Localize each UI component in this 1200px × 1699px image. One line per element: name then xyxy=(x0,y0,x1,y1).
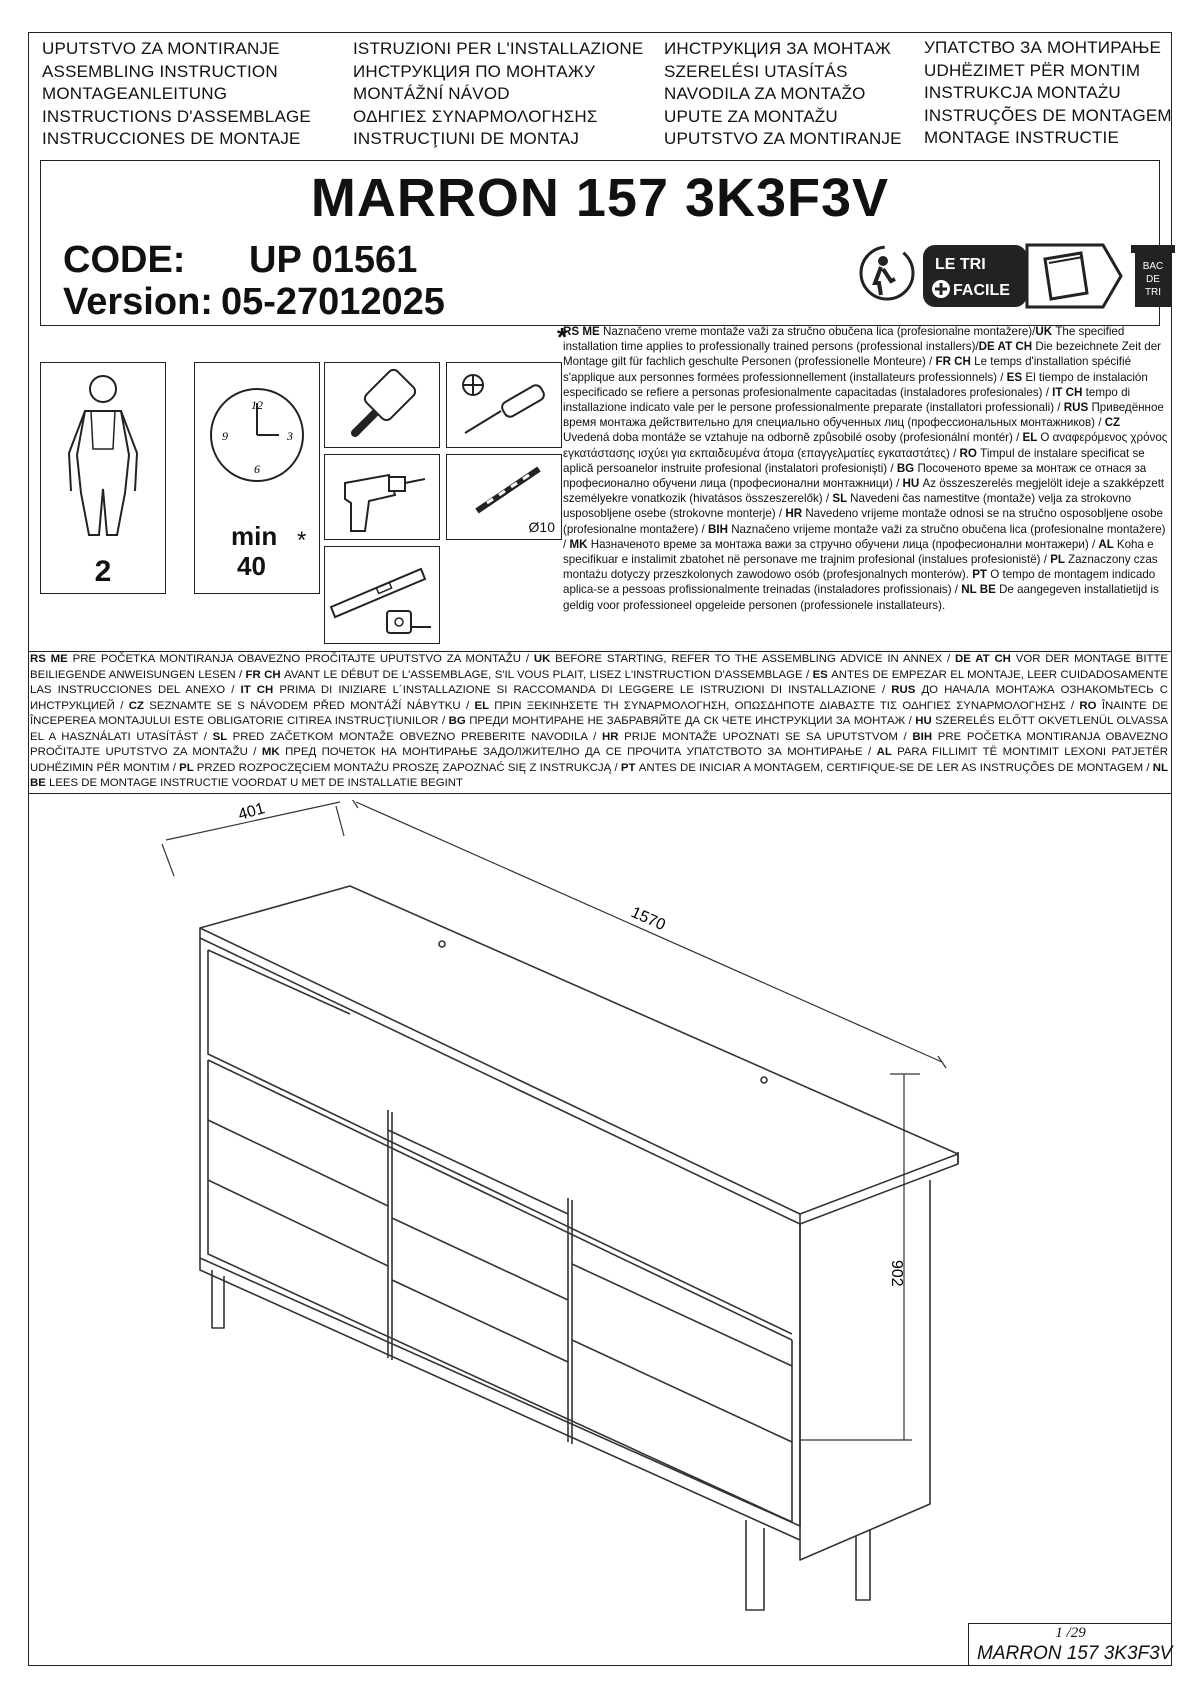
warn-lang-code: BIH xyxy=(912,730,938,743)
clock-number: 3 xyxy=(287,429,293,443)
header-column-3 xyxy=(664,38,902,151)
warn-lang-code: PL xyxy=(179,761,197,774)
clock-number: 9 xyxy=(222,429,228,443)
header-title: INSTRUÇÕES DE MONTAGEM xyxy=(924,105,1172,125)
warn-lang-code: DE AT CH xyxy=(955,653,1016,665)
note-lang-text: Navedeni čas namestitve (montaže) velja za strokovno usposobljene osebe (strokovne monterje) / xyxy=(563,492,1132,521)
note-lang-code: RS ME xyxy=(563,325,603,338)
bin-text: TRI xyxy=(1144,287,1162,298)
warn-lang-text: SEZNAMTE SE S NÁVODEM PŘED MONTÁŽÍ NÁBYTKU / xyxy=(149,699,475,712)
screwdriver-icon xyxy=(447,363,561,447)
header-title: MONTAGE INSTRUCTIE xyxy=(924,128,1120,147)
note-lang-code: PL xyxy=(1050,553,1069,567)
warn-lang-code: BG xyxy=(448,715,470,727)
note-lang-code: RUS xyxy=(1063,401,1092,415)
note-lang-code: DE AT CH xyxy=(978,340,1036,354)
warn-lang-code: MK xyxy=(261,746,286,758)
dim-depth: 401 xyxy=(236,800,267,824)
triman-line1: LE TRI xyxy=(935,256,986,273)
note-lang-code: BG xyxy=(896,461,918,475)
note-lang-code: SL xyxy=(832,492,851,506)
worker-icon xyxy=(41,363,165,543)
mallet-icon xyxy=(325,363,439,447)
header-title: ИНСТРУКЦИЯ ПО МОНТАЖУ xyxy=(353,61,596,81)
time-unit: min xyxy=(231,521,278,551)
tool-drill-bit-box xyxy=(446,454,562,540)
warn-lang-text: ÎNAINTE DE ÎNCEPEREA MONTAJULUI ESTE OBLIGATORIE CITIREA INSTRUCŢIUNILOR / xyxy=(30,699,1168,727)
dim-height: 902 xyxy=(888,1260,905,1287)
time-value: 40 xyxy=(237,551,266,581)
header-title: УПАТСТВО ЗА МОНТИРАЊЕ xyxy=(924,38,1162,57)
note-lang-text: Naznačeno vreme montaže važi za stručno obučena lica (profesionalne montažere)/ xyxy=(602,325,1036,338)
warn-lang-text: PRED ZAČETKOM MONTAŽE OBVEZNO PREBERITE NAVODILA / xyxy=(232,730,602,743)
header-title: INSTRUCCIONES DE MONTAJE xyxy=(42,129,301,148)
warn-lang-text: PRIJE MONTAŽE UPOZNATI SE SA UPUTSTVOM / xyxy=(624,730,913,743)
warn-lang-code: SL xyxy=(212,730,233,743)
warn-lang-code: RUS xyxy=(891,684,922,696)
bin-text: BAC xyxy=(1142,261,1164,272)
warn-lang-code: AL xyxy=(876,746,898,758)
recycle-icon xyxy=(861,247,913,299)
note-lang-code: CZ xyxy=(1104,416,1121,430)
warn-lang-text: ДО НАЧАЛА МОНТАЖА ОЗНАКОМЬТЕСЬ С ИНСТРУКЦИЕЙ / xyxy=(30,684,1168,712)
time-box xyxy=(194,362,320,594)
warn-lang-code: NL BE xyxy=(30,761,1168,789)
warn-lang-text: ПРЕДИ МОНТИРАНЕ НЕ ЗАБРАВЯЙТЕ ДА СК ЧЕТЕ ИНСТРУКЦИИ ЗА МОНТАЖ / xyxy=(469,715,916,727)
note-lang-code: AL xyxy=(1098,537,1117,551)
level-tape-icon xyxy=(325,547,439,643)
warn-lang-text: ПРЕД ПОЧЕТОК НА МОНТИРАЊЕ ЗАДОЛЖИТЕЛНО ДА СЕ ПРОЧИТА УПАТСТВОТО ЗА МОНТИРАЊЕ / xyxy=(285,746,877,758)
note-lang-code: BIH xyxy=(708,522,732,536)
warn-lang-text: ΠΡΙΝ ΞΕΚΙΝΗΣΕΤΕ ΤΗ ΣΥΝΑΡΜΟΛΟΓΗΣΗ, ΟΠΩΣΔΗΠΟΤΕ ΔΙΑΒΑΣΤΕ ΤΙΣ ΟΔΗΓΙΕΣ ΣΥΝΑΡΜΟΛΟΓΗΣΗΣ / xyxy=(494,699,1080,712)
note-lang-code: FR CH xyxy=(935,355,975,369)
warn-lang-text: SZERELÉS ELŐTT OKVETLENÜL OLVASSA EL A HASZNÁLATI UTASÍTÁST / xyxy=(30,715,1168,743)
warn-lang-code: RO xyxy=(1079,699,1102,712)
persons-box xyxy=(40,362,166,594)
note-lang-code: ES xyxy=(1006,370,1026,384)
note-lang-code: HR xyxy=(785,507,806,521)
warn-lang-code: IT CH xyxy=(240,684,280,696)
note-lang-text: Zaznaczony czas montażu dotyczy przeszkolonych zawodowo osób (profesjonalnych monterów). xyxy=(563,553,1158,582)
header-title: INSTRUKCJA MONTAŻU xyxy=(924,83,1121,102)
code-label: CODE: xyxy=(63,239,186,281)
note-lang-code: PT xyxy=(972,568,991,582)
note-lang-code: IT CH xyxy=(1052,385,1086,399)
warning-text xyxy=(30,652,1168,792)
header-title: NAVODILA ZA MONTAŽO xyxy=(664,84,866,103)
warn-lang-text: PRE POČETKA MONTIRANJA OBAVEZNO PROČITAJTE UPUTSTVO ZA MONTAŽU / xyxy=(30,730,1168,758)
note-lang-text: Посоченото време за монтаж се отнася за професионално обучени лица (професионални монтажници) / xyxy=(563,461,1147,491)
warn-lang-code: RS ME xyxy=(30,653,73,665)
warn-lang-code: PT xyxy=(620,761,639,774)
version-label: Version: xyxy=(63,281,213,323)
note-lang-text: Ο αναφερόμενος χρόνος εγκατάστασης ισχύει για εκπαιδευμένα άτομα (επαγγελματίες εγκαταστάτες) / xyxy=(563,431,1168,460)
warn-lang-text: AVANT LE DÉBUT DE L'ASSEMBLAGE, S'IL VOUS PLAIT, LISEZ L'INSTRUCTION D'ASSEMBLAGE / xyxy=(283,668,813,681)
drill-size: Ø10 xyxy=(528,519,555,535)
warn-lang-text: LEES DE MONTAGE INSTRUCTIE VOORDAT U MET DE INSTALLATIE BEGINT xyxy=(49,777,463,789)
header-column-1 xyxy=(42,38,311,151)
note-lang-text: Приведённое время монтажа действительно для специально обученных лиц (профессиональных монтажников) / xyxy=(563,401,1164,430)
note-lang-code: EL xyxy=(1022,431,1041,445)
warn-lang-code: EL xyxy=(474,699,495,712)
warn-lang-text: ANTES DE EMPEZAR EL MONTAJE, LEER CUIDADOSAMENTE LAS INSTRUCCIONES DEL ANEXO / xyxy=(30,668,1168,696)
drill-bit-icon xyxy=(447,455,561,515)
warn-lang-text: PRIMA DI INIZIARE L´INSTALLAZIONE SI RACCOMANDA DI LEGGERE LE ISTRUZIONI DI INSTALLAZIONE / xyxy=(279,684,892,696)
warn-lang-text: PRE POČETKA MONTIRANJA OBAVEZNO PROČITAJTE UPUTSTVO ZA MONTAŽU / xyxy=(72,653,534,665)
version-line xyxy=(63,281,445,324)
note-lang-text: De aangegeven installatietijd is geldig voor professioneel opgeleide personen (professionele installateurs). xyxy=(563,583,1159,612)
header-column-4 xyxy=(924,37,1172,150)
warn-lang-code: UK xyxy=(533,653,556,665)
code-value: UP 01561 xyxy=(249,239,418,281)
note-lang-text: Назначеното време за монтажа важи за стручно обучени лица (професионални монтажери) / xyxy=(590,537,1099,551)
note-asterisk: * xyxy=(557,322,568,352)
warn-lang-code: HR xyxy=(601,730,625,743)
warn-lang-code: FR CH xyxy=(245,668,284,681)
note-lang-code: MK xyxy=(569,537,591,551)
code-line xyxy=(63,239,417,282)
note-lang-text: Navedeno vrijeme montaže odnosi se na stručno osposobljene osobe (profesionalne montažere) / xyxy=(563,507,1164,536)
tool-hammer-box xyxy=(324,362,440,448)
warn-lang-text: BEFORE STARTING, REFER TO THE ASSEMBLING ADVICE IN ANNEX / xyxy=(555,653,956,665)
note-lang-text: Timpul de instalare specificat se aplică persoanelor instruite profesional (instalatori profesionişti) / xyxy=(563,446,1145,475)
note-lang-text: The specified installation time applies to professionally trained persons (professional installers)/ xyxy=(563,325,1125,354)
note-lang-text: O tempo de montagem indicado aplica-se a pessoas profissionalmente treinadas (instaladores profissionais) / xyxy=(563,568,1156,597)
header-title: UPUTSTVO ZA MONTIRANJE xyxy=(664,129,902,148)
note-lang-text: Koha e specifikuar e instalimit zbatohet në personave me trajnim profesional (instalues profesionistë) / xyxy=(563,537,1154,567)
note-lang-code: RO xyxy=(959,446,981,460)
time-note xyxy=(563,324,1168,613)
product-title: MARRON 157 3K3F3V xyxy=(310,168,890,228)
warn-lang-text: PARA FILLIMIT TË MONTIMIT LEXONI PATJETËR UDHËZIMIN PËR MONTIM / xyxy=(30,746,1168,774)
clock-number: 6 xyxy=(254,462,260,476)
clock-icon xyxy=(195,363,319,493)
header-title: ISTRUZIONI PER L'INSTALLAZIONE xyxy=(353,39,644,58)
tool-screwdriver-box xyxy=(446,362,562,448)
note-lang-text: El tiempo de instalación especificado se refiere a personas profesionalmente capacitadas (instaladores profesionales) / xyxy=(563,370,1148,399)
warn-lang-code: ES xyxy=(812,668,832,681)
note-lang-code: UK xyxy=(1035,325,1056,338)
footer-box xyxy=(968,1623,1172,1666)
header-title: UPUTE ZA MONTAŽU xyxy=(664,106,838,126)
version-value: 05-27012025 xyxy=(220,281,445,323)
note-lang-text: Az összeszerelés megjelölt ideje a szakképzett személyekre vonatkozik (hivatásos összeszerelők) / xyxy=(563,477,1165,506)
header-title: MONTÁŽNÍ NÁVOD xyxy=(353,84,510,103)
bin-icon xyxy=(1131,245,1175,307)
header-title: MONTAGEANLEITUNG xyxy=(42,84,228,103)
header-title: INSTRUCTIONS D'ASSEMBLAGE xyxy=(42,106,311,126)
note-lang-text: Le temps d'installation spécifié s'applique aux personnes formées professionnellement (installateurs professionnels) / xyxy=(563,355,1132,384)
drill-icon xyxy=(325,455,439,539)
tool-level-box xyxy=(324,546,440,644)
header-column-2 xyxy=(353,38,643,151)
header-title: INSTRUCŢIUNI DE MONTAJ xyxy=(353,129,580,148)
title-box xyxy=(40,160,1164,326)
clock-number: 12 xyxy=(251,398,263,412)
triman-logo xyxy=(853,237,1183,317)
note-lang-text: Uvedená doba montáže se vztahuje na odborně způsobilé osoby (profesionální montér) / xyxy=(563,431,1023,445)
header-title: UPUTSTVO ZA MONTIRANJE xyxy=(42,39,280,58)
header-title: SZERELÉSI UTASÍTÁS xyxy=(664,61,848,81)
warn-lang-code: HU xyxy=(915,715,936,727)
tool-drill-box xyxy=(324,454,440,540)
header-title: ASSEMBLING INSTRUCTION xyxy=(42,61,278,81)
note-lang-code: NL BE xyxy=(961,583,1000,597)
header-title: ИНСТРУКЦИЯ ЗА МОНТАЖ xyxy=(664,39,891,58)
note-lang-text: Die bezeichnete Zeit der Montage gilt für fachlich geschulte Personen (professionelle Monteure) / xyxy=(563,340,1162,369)
warn-lang-text: VOR DER MONTAGE BITTE BEILIEGENDE ANWEISUNGEN LESEN / xyxy=(30,653,1168,681)
page-number: 1 /29 xyxy=(1055,1625,1086,1641)
persons-count: 2 xyxy=(94,555,112,588)
note-lang-text: tempo di installazione indicato vale per le persone professionalmente preparate (installatori professionali) / xyxy=(563,385,1131,415)
bin-text: DE xyxy=(1146,274,1160,285)
warn-lang-text: ANTES DE INICIAR A MONTAGEM, CERTIFIQUE-SE DE LER AS INSTRUÇÕES DE MONTAGEM / xyxy=(638,761,1153,774)
triman-line2: FACILE xyxy=(953,282,1010,299)
footer-title: MARRON 157 3K3F3V xyxy=(977,1643,1173,1664)
note-lang-text: Naznačeno vrijeme montaže važi za stručno obučena lica (profesionalne montažere) / xyxy=(563,522,1166,551)
note-lang-code: HU xyxy=(902,477,923,491)
header-title: ΟΔΗΓΙΕΣ ΣΥΝΑΡΜΟΛΟΓΗΣΗΣ xyxy=(353,106,598,126)
time-asterisk: * xyxy=(297,527,307,554)
warn-lang-code: CZ xyxy=(128,699,150,712)
dim-width: 1570 xyxy=(628,904,668,935)
sideboard-drawing xyxy=(160,800,1020,1620)
header-title: UDHËZIMET PËR MONTIM xyxy=(924,60,1141,80)
warn-lang-text: PRZED ROZPOCZĘCIEM MONTAŻU PROSZĘ ZAPOZNAĆ SIĘ Z INSTRUKCJĄ / xyxy=(196,761,621,774)
